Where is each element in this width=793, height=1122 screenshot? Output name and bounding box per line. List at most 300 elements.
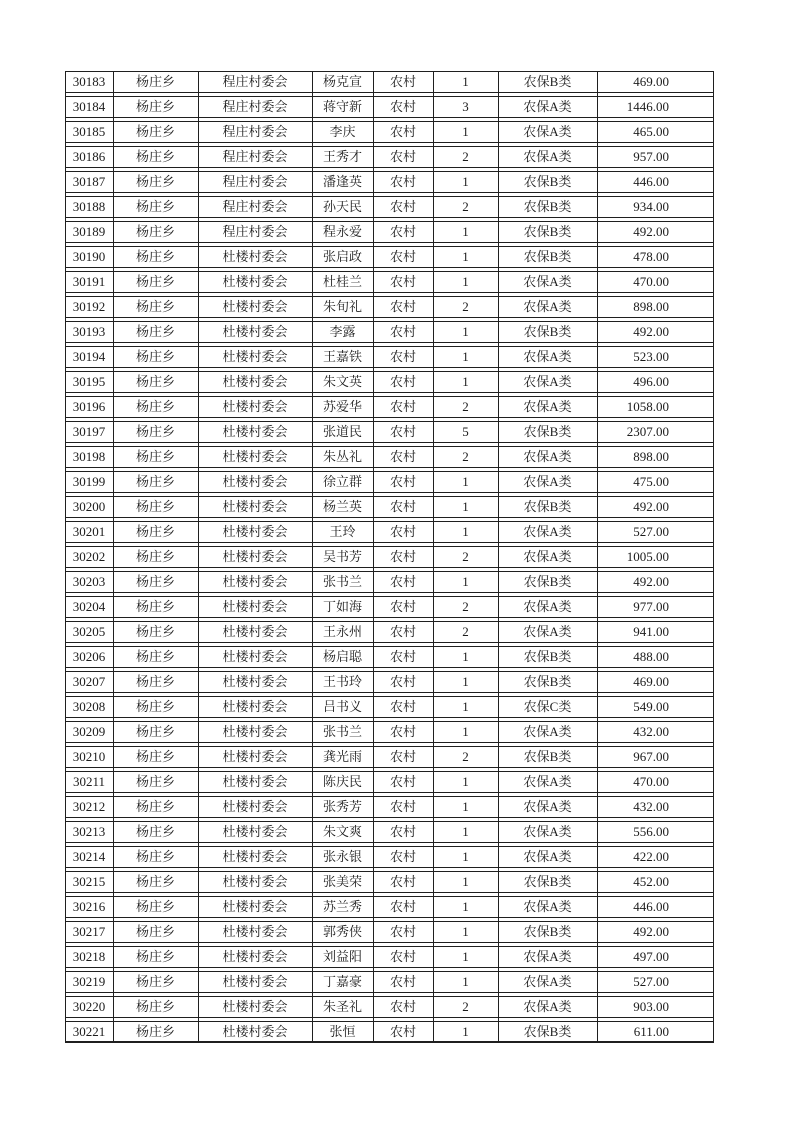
cell-township: 杨庄乡 — [135, 124, 175, 139]
table-row — [65, 971, 714, 993]
cell-township: 杨庄乡 — [135, 499, 175, 514]
cell-serial: 30190 — [72, 249, 106, 264]
cell-amount: 903.00 — [633, 999, 669, 1014]
cell-serial: 30207 — [72, 674, 106, 689]
cell-village: 杜楼村委会 — [222, 499, 288, 514]
cell-amount: 469.00 — [633, 74, 669, 89]
cell-serial: 30202 — [72, 549, 106, 564]
cell-name: 王秀才 — [322, 149, 362, 164]
cell-insurance_type: 农保A类 — [523, 549, 572, 564]
cell-village: 杜楼村委会 — [222, 549, 288, 564]
cell-serial: 30194 — [72, 349, 106, 364]
cell-township: 杨庄乡 — [135, 824, 175, 839]
cell-amount: 523.00 — [633, 349, 669, 364]
cell-village: 杜楼村委会 — [222, 599, 288, 614]
cell-amount: 422.00 — [633, 849, 669, 864]
table-row — [65, 246, 714, 268]
cell-insurance_type: 农保A类 — [523, 349, 572, 364]
cell-name: 王永州 — [322, 624, 362, 639]
table-row — [65, 921, 714, 943]
cell-persons: 1 — [462, 499, 469, 514]
cell-amount: 492.00 — [633, 924, 669, 939]
table-row — [65, 896, 714, 918]
cell-serial: 30193 — [72, 324, 106, 339]
data-table — [65, 71, 714, 1043]
cell-name: 张恒 — [329, 1023, 356, 1039]
cell-category: 农村 — [389, 524, 416, 539]
table-row — [65, 646, 714, 668]
cell-category: 农村 — [389, 949, 416, 964]
table-row — [65, 521, 714, 543]
cell-persons: 2 — [462, 299, 469, 314]
cell-name: 张秀芳 — [322, 799, 362, 814]
cell-township: 杨庄乡 — [135, 849, 175, 864]
cell-name: 龚光雨 — [322, 749, 362, 764]
cell-name: 程永爱 — [322, 224, 362, 239]
cell-amount: 496.00 — [633, 374, 669, 389]
cell-category: 农村 — [389, 149, 416, 164]
cell-persons: 1 — [462, 474, 469, 489]
cell-village: 杜楼村委会 — [222, 249, 288, 264]
grid-line-vertical — [113, 71, 114, 1043]
table-row — [65, 696, 714, 718]
cell-amount: 898.00 — [633, 299, 669, 314]
cell-persons: 1 — [462, 849, 469, 864]
cell-name: 张启政 — [322, 249, 362, 264]
cell-serial: 30200 — [72, 499, 106, 514]
cell-township: 杨庄乡 — [135, 799, 175, 814]
cell-category: 农村 — [389, 549, 416, 564]
cell-amount: 898.00 — [633, 449, 669, 464]
cell-township: 杨庄乡 — [135, 324, 175, 339]
cell-village: 杜楼村委会 — [222, 1023, 288, 1039]
cell-persons: 1 — [462, 924, 469, 939]
cell-name: 张永银 — [322, 849, 362, 864]
table-row — [65, 471, 714, 493]
cell-insurance_type: 农保A类 — [523, 599, 572, 614]
cell-township: 杨庄乡 — [135, 674, 175, 689]
grid-line-vertical — [312, 71, 313, 1043]
cell-amount: 957.00 — [633, 149, 669, 164]
cell-township: 杨庄乡 — [135, 974, 175, 989]
cell-name: 吕书义 — [322, 699, 362, 714]
cell-category: 农村 — [389, 649, 416, 664]
cell-village: 杜楼村委会 — [222, 874, 288, 889]
cell-name: 蒋守新 — [322, 99, 362, 114]
cell-category: 农村 — [389, 624, 416, 639]
cell-insurance_type: 农保A类 — [523, 799, 572, 814]
cell-persons: 1 — [462, 824, 469, 839]
cell-persons: 5 — [462, 424, 469, 439]
cell-village: 杜楼村委会 — [222, 349, 288, 364]
cell-amount: 470.00 — [633, 274, 669, 289]
cell-village: 杜楼村委会 — [222, 274, 288, 289]
cell-name: 张美荣 — [322, 874, 362, 889]
table-row — [65, 996, 714, 1018]
cell-insurance_type: 农保B类 — [523, 574, 572, 589]
cell-township: 杨庄乡 — [135, 774, 175, 789]
cell-serial: 30203 — [72, 574, 106, 589]
cell-name: 丁嘉豪 — [322, 974, 362, 989]
cell-amount: 611.00 — [633, 1023, 669, 1039]
cell-name: 丁如海 — [322, 599, 362, 614]
cell-category: 农村 — [389, 974, 416, 989]
cell-insurance_type: 农保B类 — [523, 224, 572, 239]
cell-village: 杜楼村委会 — [222, 374, 288, 389]
cell-category: 农村 — [389, 199, 416, 214]
cell-village: 程庄村委会 — [222, 124, 288, 139]
cell-serial: 30189 — [72, 224, 106, 239]
table-row — [65, 546, 714, 568]
cell-persons: 1 — [462, 699, 469, 714]
cell-persons: 1 — [462, 774, 469, 789]
cell-category: 农村 — [389, 349, 416, 364]
cell-category: 农村 — [389, 124, 416, 139]
cell-amount: 469.00 — [633, 674, 669, 689]
cell-township: 杨庄乡 — [135, 249, 175, 264]
cell-insurance_type: 农保B类 — [523, 924, 572, 939]
cell-serial: 30219 — [72, 974, 106, 989]
cell-insurance_type: 农保A类 — [523, 99, 572, 114]
table-row — [65, 446, 714, 468]
cell-category: 农村 — [389, 324, 416, 339]
cell-name: 苏爱华 — [322, 399, 362, 414]
cell-township: 杨庄乡 — [135, 399, 175, 414]
cell-name: 孙天民 — [322, 199, 362, 214]
cell-serial: 30197 — [72, 424, 106, 439]
cell-insurance_type: 农保B类 — [523, 649, 572, 664]
cell-insurance_type: 农保C类 — [523, 699, 572, 714]
cell-name: 杨启聪 — [322, 649, 362, 664]
table-row — [65, 371, 714, 393]
cell-village: 杜楼村委会 — [222, 699, 288, 714]
cell-persons: 1 — [462, 574, 469, 589]
cell-amount: 492.00 — [633, 224, 669, 239]
table-row — [65, 796, 714, 818]
cell-village: 程庄村委会 — [222, 149, 288, 164]
table-row — [65, 296, 714, 318]
cell-category: 农村 — [389, 99, 416, 114]
table-row — [65, 321, 714, 343]
cell-insurance_type: 农保A类 — [523, 974, 572, 989]
cell-name: 张道民 — [322, 424, 362, 439]
cell-insurance_type: 农保A类 — [523, 724, 572, 739]
cell-category: 农村 — [389, 824, 416, 839]
cell-persons: 2 — [462, 149, 469, 164]
table-row — [65, 346, 714, 368]
cell-persons: 1 — [462, 874, 469, 889]
cell-amount: 488.00 — [633, 649, 669, 664]
cell-category: 农村 — [389, 774, 416, 789]
cell-insurance_type: 农保A类 — [523, 999, 572, 1014]
cell-amount: 497.00 — [633, 949, 669, 964]
cell-serial: 30206 — [72, 649, 106, 664]
cell-serial: 30204 — [72, 599, 106, 614]
cell-village: 杜楼村委会 — [222, 974, 288, 989]
cell-village: 杜楼村委会 — [222, 674, 288, 689]
cell-insurance_type: 农保A类 — [523, 624, 572, 639]
cell-name: 郭秀侠 — [322, 924, 362, 939]
cell-village: 杜楼村委会 — [222, 299, 288, 314]
cell-insurance_type: 农保B类 — [523, 874, 572, 889]
grid-line-vertical — [433, 71, 434, 1043]
cell-insurance_type: 农保A类 — [523, 149, 572, 164]
cell-persons: 1 — [462, 174, 469, 189]
cell-name: 徐立群 — [322, 474, 362, 489]
cell-category: 农村 — [389, 924, 416, 939]
grid-line-vertical — [198, 71, 199, 1043]
table-row — [65, 846, 714, 868]
cell-insurance_type: 农保A类 — [523, 274, 572, 289]
cell-village: 程庄村委会 — [222, 199, 288, 214]
cell-persons: 2 — [462, 399, 469, 414]
cell-category: 农村 — [389, 899, 416, 914]
cell-amount: 941.00 — [633, 624, 669, 639]
cell-serial: 30220 — [72, 999, 106, 1014]
cell-name: 朱旬礼 — [322, 299, 362, 314]
cell-amount: 452.00 — [633, 874, 669, 889]
cell-township: 杨庄乡 — [135, 449, 175, 464]
cell-name: 朱圣礼 — [322, 999, 362, 1014]
cell-category: 农村 — [389, 849, 416, 864]
cell-amount: 967.00 — [633, 749, 669, 764]
table-row — [65, 671, 714, 693]
cell-township: 杨庄乡 — [135, 349, 175, 364]
cell-insurance_type: 农保B类 — [523, 1023, 572, 1039]
cell-category: 农村 — [389, 274, 416, 289]
cell-township: 杨庄乡 — [135, 149, 175, 164]
cell-insurance_type: 农保A类 — [523, 449, 572, 464]
cell-insurance_type: 农保A类 — [523, 824, 572, 839]
cell-category: 农村 — [389, 674, 416, 689]
cell-insurance_type: 农保B类 — [523, 174, 572, 189]
cell-amount: 432.00 — [633, 799, 669, 814]
cell-village: 杜楼村委会 — [222, 724, 288, 739]
cell-serial: 30211 — [72, 774, 106, 789]
cell-persons: 2 — [462, 449, 469, 464]
cell-name: 张书兰 — [322, 724, 362, 739]
cell-township: 杨庄乡 — [135, 724, 175, 739]
cell-persons: 2 — [462, 624, 469, 639]
cell-insurance_type: 农保A类 — [523, 124, 572, 139]
cell-insurance_type: 农保A类 — [523, 299, 572, 314]
cell-township: 杨庄乡 — [135, 174, 175, 189]
cell-village: 杜楼村委会 — [222, 824, 288, 839]
cell-township: 杨庄乡 — [135, 624, 175, 639]
cell-name: 王嘉铁 — [322, 349, 362, 364]
cell-village: 杜楼村委会 — [222, 649, 288, 664]
cell-amount: 446.00 — [633, 899, 669, 914]
cell-village: 杜楼村委会 — [222, 749, 288, 764]
cell-category: 农村 — [389, 1023, 416, 1039]
cell-insurance_type: 农保A类 — [523, 474, 572, 489]
cell-amount: 465.00 — [633, 124, 669, 139]
cell-persons: 1 — [462, 224, 469, 239]
cell-insurance_type: 农保A类 — [523, 899, 572, 914]
cell-category: 农村 — [389, 424, 416, 439]
cell-insurance_type: 农保A类 — [523, 374, 572, 389]
grid-line-vertical — [373, 71, 374, 1043]
cell-township: 杨庄乡 — [135, 749, 175, 764]
cell-amount: 475.00 — [633, 474, 669, 489]
cell-category: 农村 — [389, 999, 416, 1014]
cell-serial: 30198 — [72, 449, 106, 464]
table-row — [65, 721, 714, 743]
cell-village: 杜楼村委会 — [222, 899, 288, 914]
cell-serial: 30208 — [72, 699, 106, 714]
cell-township: 杨庄乡 — [135, 424, 175, 439]
cell-village: 杜楼村委会 — [222, 849, 288, 864]
grid-line-vertical — [65, 71, 66, 1043]
cell-amount: 549.00 — [633, 699, 669, 714]
cell-amount: 934.00 — [633, 199, 669, 214]
cell-persons: 1 — [462, 1023, 469, 1039]
table-row — [65, 496, 714, 518]
cell-category: 农村 — [389, 749, 416, 764]
cell-serial: 30221 — [72, 1023, 106, 1039]
cell-name: 朱文爽 — [322, 824, 362, 839]
cell-persons: 1 — [462, 899, 469, 914]
cell-serial: 30213 — [72, 824, 106, 839]
cell-amount: 492.00 — [633, 324, 669, 339]
grid-line-vertical — [597, 71, 598, 1043]
cell-serial: 30199 — [72, 474, 106, 489]
cell-category: 农村 — [389, 224, 416, 239]
cell-serial: 30188 — [72, 199, 106, 214]
table-row — [65, 196, 714, 218]
cell-serial: 30214 — [72, 849, 106, 864]
table-row — [65, 171, 714, 193]
cell-persons: 1 — [462, 349, 469, 364]
table-row — [65, 221, 714, 243]
cell-insurance_type: 农保B类 — [523, 199, 572, 214]
cell-township: 杨庄乡 — [135, 599, 175, 614]
cell-name: 陈庆民 — [322, 774, 362, 789]
cell-village: 杜楼村委会 — [222, 924, 288, 939]
cell-insurance_type: 农保A类 — [523, 524, 572, 539]
cell-category: 农村 — [389, 874, 416, 889]
cell-serial: 30186 — [72, 149, 106, 164]
cell-category: 农村 — [389, 599, 416, 614]
cell-amount: 492.00 — [633, 499, 669, 514]
cell-serial: 30183 — [72, 74, 106, 89]
table-body — [65, 71, 714, 1043]
cell-township: 杨庄乡 — [135, 574, 175, 589]
cell-village: 杜楼村委会 — [222, 524, 288, 539]
cell-persons: 1 — [462, 674, 469, 689]
cell-township: 杨庄乡 — [135, 224, 175, 239]
table-row — [65, 96, 714, 118]
cell-township: 杨庄乡 — [135, 474, 175, 489]
cell-persons: 1 — [462, 724, 469, 739]
cell-category: 农村 — [389, 699, 416, 714]
cell-persons: 1 — [462, 799, 469, 814]
cell-name: 潘逢英 — [322, 174, 362, 189]
cell-township: 杨庄乡 — [135, 99, 175, 114]
cell-insurance_type: 农保A类 — [523, 399, 572, 414]
table-row — [65, 396, 714, 418]
cell-persons: 1 — [462, 649, 469, 664]
cell-village: 程庄村委会 — [222, 174, 288, 189]
cell-insurance_type: 农保B类 — [523, 674, 572, 689]
cell-serial: 30216 — [72, 899, 106, 914]
cell-category: 农村 — [389, 299, 416, 314]
cell-name: 张书兰 — [322, 574, 362, 589]
cell-name: 苏兰秀 — [322, 899, 362, 914]
table-row — [65, 271, 714, 293]
cell-amount: 478.00 — [633, 249, 669, 264]
cell-amount: 1446.00 — [626, 99, 669, 114]
cell-village: 杜楼村委会 — [222, 574, 288, 589]
cell-serial: 30212 — [72, 799, 106, 814]
cell-serial: 30185 — [72, 124, 106, 139]
cell-township: 杨庄乡 — [135, 899, 175, 914]
table-row — [65, 121, 714, 143]
cell-serial: 30217 — [72, 924, 106, 939]
cell-township: 杨庄乡 — [135, 74, 175, 89]
grid-line-vertical — [713, 71, 714, 1043]
cell-insurance_type: 农保B类 — [523, 249, 572, 264]
table-row — [65, 821, 714, 843]
cell-township: 杨庄乡 — [135, 649, 175, 664]
cell-township: 杨庄乡 — [135, 924, 175, 939]
cell-village: 程庄村委会 — [222, 74, 288, 89]
cell-township: 杨庄乡 — [135, 299, 175, 314]
cell-serial: 30215 — [72, 874, 106, 889]
cell-serial: 30191 — [72, 274, 106, 289]
cell-amount: 492.00 — [633, 574, 669, 589]
cell-village: 杜楼村委会 — [222, 424, 288, 439]
cell-persons: 2 — [462, 549, 469, 564]
cell-persons: 1 — [462, 374, 469, 389]
table-row — [65, 771, 714, 793]
cell-category: 农村 — [389, 74, 416, 89]
cell-amount: 527.00 — [633, 974, 669, 989]
cell-name: 王玲 — [329, 524, 356, 539]
cell-persons: 1 — [462, 974, 469, 989]
cell-persons: 2 — [462, 749, 469, 764]
cell-village: 杜楼村委会 — [222, 774, 288, 789]
cell-category: 农村 — [389, 574, 416, 589]
cell-insurance_type: 农保B类 — [523, 74, 572, 89]
cell-village: 杜楼村委会 — [222, 324, 288, 339]
cell-persons: 2 — [462, 599, 469, 614]
cell-persons: 2 — [462, 999, 469, 1014]
cell-name: 王书玲 — [322, 674, 362, 689]
cell-township: 杨庄乡 — [135, 949, 175, 964]
cell-amount: 432.00 — [633, 724, 669, 739]
cell-insurance_type: 农保A类 — [523, 849, 572, 864]
cell-name: 吴书芳 — [322, 549, 362, 564]
cell-township: 杨庄乡 — [135, 274, 175, 289]
cell-amount: 556.00 — [633, 824, 669, 839]
cell-category: 农村 — [389, 724, 416, 739]
cell-category: 农村 — [389, 449, 416, 464]
cell-amount: 977.00 — [633, 599, 669, 614]
cell-township: 杨庄乡 — [135, 199, 175, 214]
cell-serial: 30218 — [72, 949, 106, 964]
cell-township: 杨庄乡 — [135, 524, 175, 539]
cell-township: 杨庄乡 — [135, 999, 175, 1014]
cell-name: 朱文英 — [322, 374, 362, 389]
cell-persons: 1 — [462, 124, 469, 139]
cell-township: 杨庄乡 — [135, 374, 175, 389]
cell-insurance_type: 农保A类 — [523, 774, 572, 789]
cell-amount: 446.00 — [633, 174, 669, 189]
cell-name: 杜桂兰 — [322, 274, 362, 289]
grid-line-vertical — [498, 71, 499, 1043]
cell-amount: 1005.00 — [626, 549, 669, 564]
